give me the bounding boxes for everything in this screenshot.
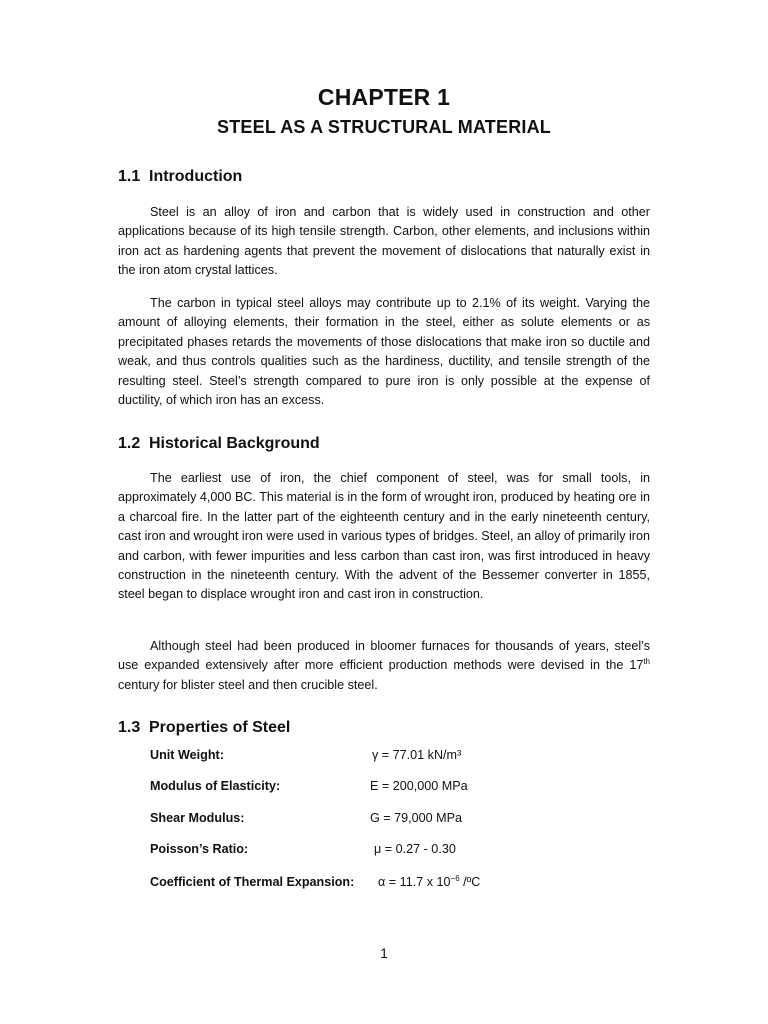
property-row-unit-weight [150, 748, 630, 768]
property-label: Coefficient of Thermal Expansion: [150, 875, 355, 889]
section-title: Properties of Steel [149, 719, 291, 736]
exponent: −6 [450, 874, 460, 883]
property-value: μ = 0.27 - 0.30 [374, 842, 456, 856]
history-paragraph-2-text: Although steel had been produced in bloomer furnaces for thousands of years, steel’s use expanded extensively after more efficient production methods were devised in the 17 [118, 639, 650, 673]
history-paragraph-2 [118, 637, 650, 695]
property-value [378, 875, 480, 889]
chapter-subtitle: STEEL AS A STRUCTURAL MATERIAL [217, 117, 551, 137]
section-number: 1.2 [118, 435, 141, 452]
property-label: Poisson’s Ratio: [150, 842, 249, 856]
section-heading-historical-background [118, 435, 320, 453]
history-paragraph-1: The earliest use of iron, the chief component of steel, was for small tools, in approximately 4,000 BC. This material is in the form of wrought iron, produced by heating ore in a charcoal fire. In the latter part of the eighteenth century and in the early nineteenth century, cast iron and wrought iron were used in various types of bridges. Steel, an alloy of primarily iron and carbon, with fewer impurities and less carbon than cast iron, was first introduced in heavy construction in the nineteenth century. With the advent of the Bessemer converter in 1855, steel began to displace wrought iron and cast iron in construction. [118, 471, 650, 602]
section-number: 1.3 [118, 719, 141, 736]
section-heading-introduction [118, 168, 242, 186]
property-row-thermal-expansion [150, 875, 630, 895]
section-title: Introduction [149, 168, 243, 185]
superscript-th: th [643, 657, 650, 667]
property-row-shear-modulus [150, 811, 630, 831]
section-title: Historical Background [149, 435, 320, 452]
property-row-poissons-ratio [150, 842, 630, 862]
property-value-main: α = 11.7 x 10 [378, 875, 451, 889]
property-label: Modulus of Elasticity: [150, 779, 281, 793]
chapter-title: CHAPTER 1 [317, 84, 451, 110]
property-value-unit: /ºC [459, 875, 481, 889]
property-value: G = 79,000 MPa [370, 811, 463, 825]
property-row-modulus-of-elasticity [150, 779, 630, 799]
intro-paragraph-2: The carbon in typical steel alloys may contribute up to 2.1% of its weight. Varying the amount of alloying elements, their formation in the steel, either as solute elements or as precipitated phases retards the movements of those dislocations that make iron so ductile and weak, and thus controls qualities such as the hardiness, ductility, and tensile strength of the resulting steel. Steel’s strength compared to pure iron is only possible at the expense of ductility, of which iron has an excess. [118, 296, 650, 408]
history-paragraph-2-tail: century for blister steel and then crucible steel. [118, 677, 378, 692]
section-heading-properties-of-steel [118, 719, 290, 737]
page-number: 1 [380, 945, 388, 961]
property-value: γ = 77.01 kN/m³ [372, 748, 462, 762]
property-label: Shear Modulus: [150, 811, 245, 825]
property-label: Unit Weight: [150, 748, 224, 762]
property-value: E = 200,000 MPa [370, 779, 468, 793]
intro-paragraph-1: Steel is an alloy of iron and carbon that is widely used in construction and other applications because of its high tensile strength. Carbon, other elements, and inclusions within iron act as hardening agents that prevent the movement of dislocations that naturally exist in the iron atom crystal lattices. [118, 205, 650, 278]
section-number: 1.1 [118, 168, 141, 185]
